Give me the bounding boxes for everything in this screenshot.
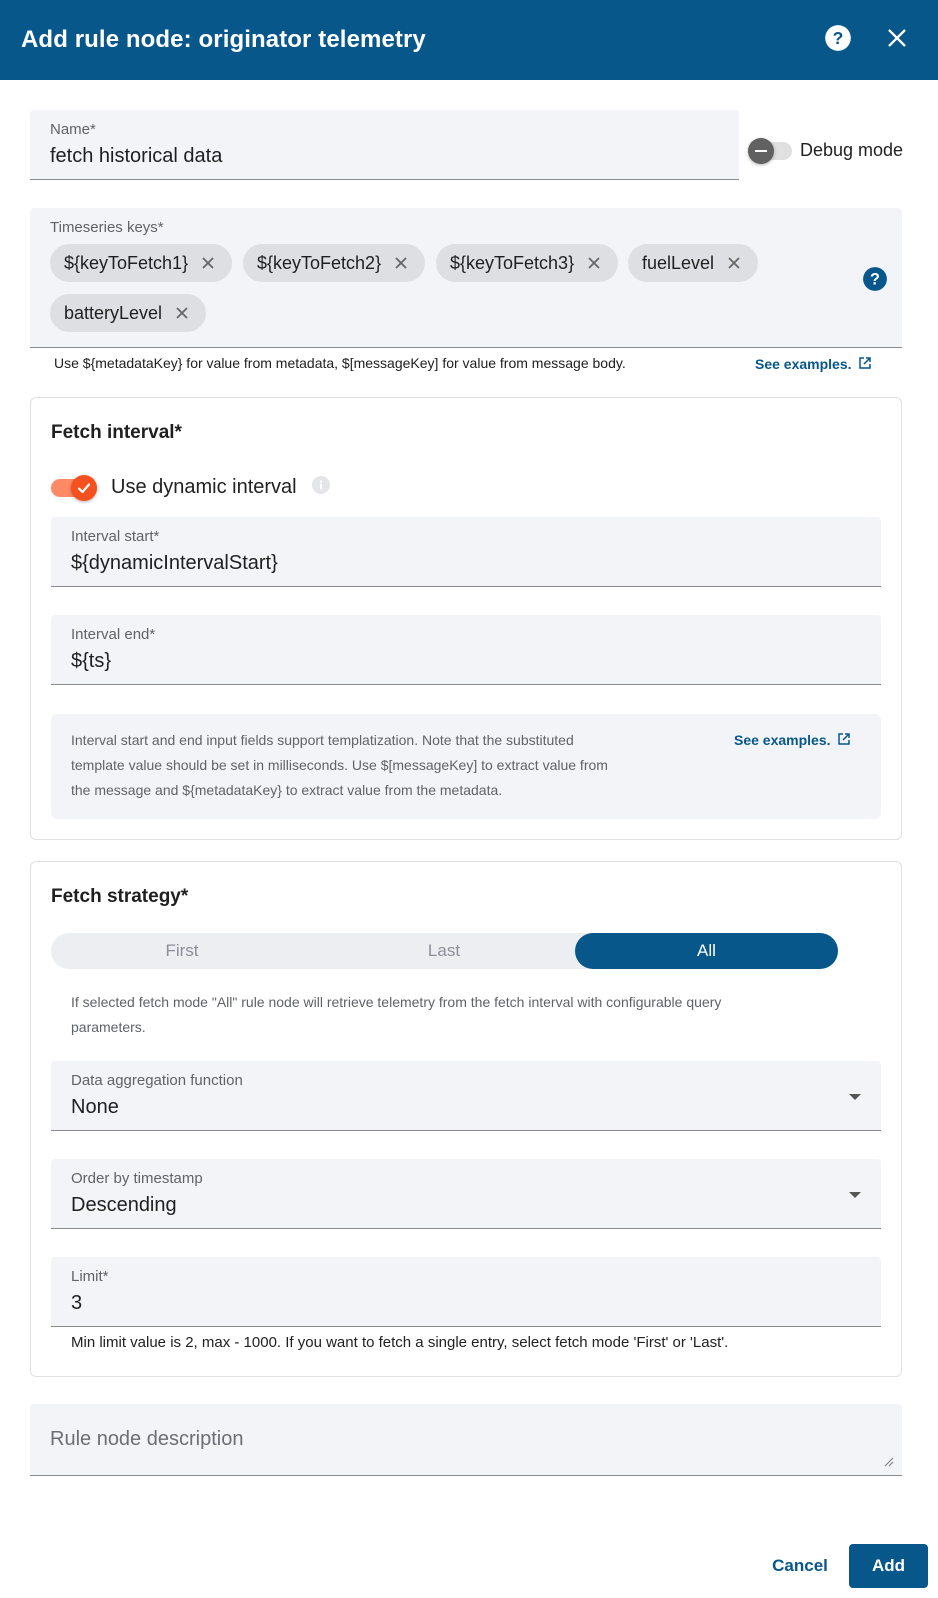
- chip-remove-icon[interactable]: [172, 303, 192, 323]
- dynamic-interval-toggle[interactable]: [51, 475, 331, 500]
- info-icon[interactable]: [311, 475, 331, 500]
- debug-mode-label: Debug mode: [800, 140, 904, 160]
- description-field[interactable]: [30, 1404, 902, 1476]
- interval-start-label: Interval start*: [71, 528, 160, 545]
- limit-value[interactable]: 3: [71, 1292, 83, 1314]
- name-field[interactable]: [30, 110, 739, 180]
- key-chip: ${keyToFetch1}: [50, 244, 232, 282]
- description-placeholder: Rule node description: [50, 1428, 244, 1450]
- svg-text:?: ?: [832, 27, 844, 48]
- close-button[interactable]: [877, 20, 917, 60]
- help-button[interactable]: [818, 20, 858, 60]
- order-select[interactable]: [51, 1159, 881, 1229]
- key-chip: ${keyToFetch3}: [436, 244, 618, 282]
- timeseries-hint: Use ${metadataKey} for value from metadata, $[messageKey] for value from message body.: [54, 355, 626, 371]
- dialog-title: Add rule node: originator telemetry: [21, 26, 426, 53]
- chip-remove-icon[interactable]: [724, 253, 744, 273]
- limit-label: Limit*: [71, 1268, 109, 1285]
- interval-end-value[interactable]: ${ts}: [71, 650, 112, 672]
- dropdown-arrow-icon: [849, 1094, 861, 1100]
- timeseries-keys-label: Timeseries keys*: [50, 219, 164, 236]
- timeseries-see-examples-link[interactable]: See examples.: [755, 356, 871, 372]
- aggregation-select[interactable]: [51, 1061, 881, 1131]
- chip-remove-icon[interactable]: [198, 253, 218, 273]
- fetch-mode-first[interactable]: First: [165, 941, 199, 960]
- aggregation-label: Data aggregation function: [71, 1072, 243, 1089]
- fetch-mode-last[interactable]: Last: [427, 941, 461, 960]
- external-link-icon: [831, 732, 850, 748]
- check-icon: [71, 475, 97, 501]
- key-chip: fuelLevel: [628, 244, 758, 282]
- interval-start-field[interactable]: [51, 517, 881, 587]
- dynamic-interval-label: Use dynamic interval: [111, 476, 297, 498]
- interval-note: Interval start and end input fields support templatization. Note that the substituted template value should be set in milliseconds. Use $[messageKey] to extract value from the message and ${metadataKey} to extract value from the metadata.: [71, 732, 608, 798]
- limit-field[interactable]: [51, 1257, 881, 1327]
- fetch-mode-all[interactable]: All: [575, 933, 838, 969]
- interval-end-field[interactable]: [51, 615, 881, 685]
- dialog-header: [0, 0, 938, 80]
- name-value[interactable]: fetch historical data: [50, 145, 223, 167]
- chip-remove-icon[interactable]: [584, 253, 604, 273]
- add-button[interactable]: Add: [849, 1544, 928, 1588]
- fetch-mode-toggle-group: [51, 933, 838, 969]
- interval-see-examples-link[interactable]: See examples.: [734, 732, 850, 748]
- svg-text:?: ?: [870, 270, 880, 289]
- cancel-button[interactable]: Cancel: [772, 1556, 828, 1575]
- interval-end-label: Interval end*: [71, 626, 156, 643]
- fetch-interval-title: Fetch interval*: [51, 422, 182, 443]
- debug-mode-toggle[interactable]: [752, 140, 903, 161]
- fetch-strategy-note: If selected fetch mode "All" rule node will retrieve telemetry from the fetch interval with configurable query parameters.: [71, 994, 722, 1035]
- timeseries-help-icon[interactable]: [862, 266, 888, 297]
- help-icon: [824, 24, 852, 57]
- resize-handle-icon[interactable]: [884, 1457, 894, 1467]
- key-chip: batteryLevel: [50, 294, 206, 332]
- name-label: Name*: [50, 121, 96, 138]
- order-label: Order by timestamp: [71, 1170, 203, 1187]
- close-icon: [886, 27, 908, 54]
- fetch-strategy-title: Fetch strategy*: [51, 886, 189, 907]
- order-value: Descending: [71, 1194, 177, 1216]
- external-link-icon: [852, 356, 871, 372]
- limit-hint: Min limit value is 2, max - 1000. If you want to fetch a single entry, select fetch mode 'First' or 'Last'.: [71, 1334, 729, 1351]
- toggle-off-icon: [748, 138, 774, 164]
- aggregation-value: None: [71, 1096, 119, 1118]
- chip-remove-icon[interactable]: [391, 253, 411, 273]
- key-chip: ${keyToFetch2}: [243, 244, 425, 282]
- dropdown-arrow-icon: [849, 1192, 861, 1198]
- interval-start-value[interactable]: ${dynamicIntervalStart}: [71, 552, 278, 574]
